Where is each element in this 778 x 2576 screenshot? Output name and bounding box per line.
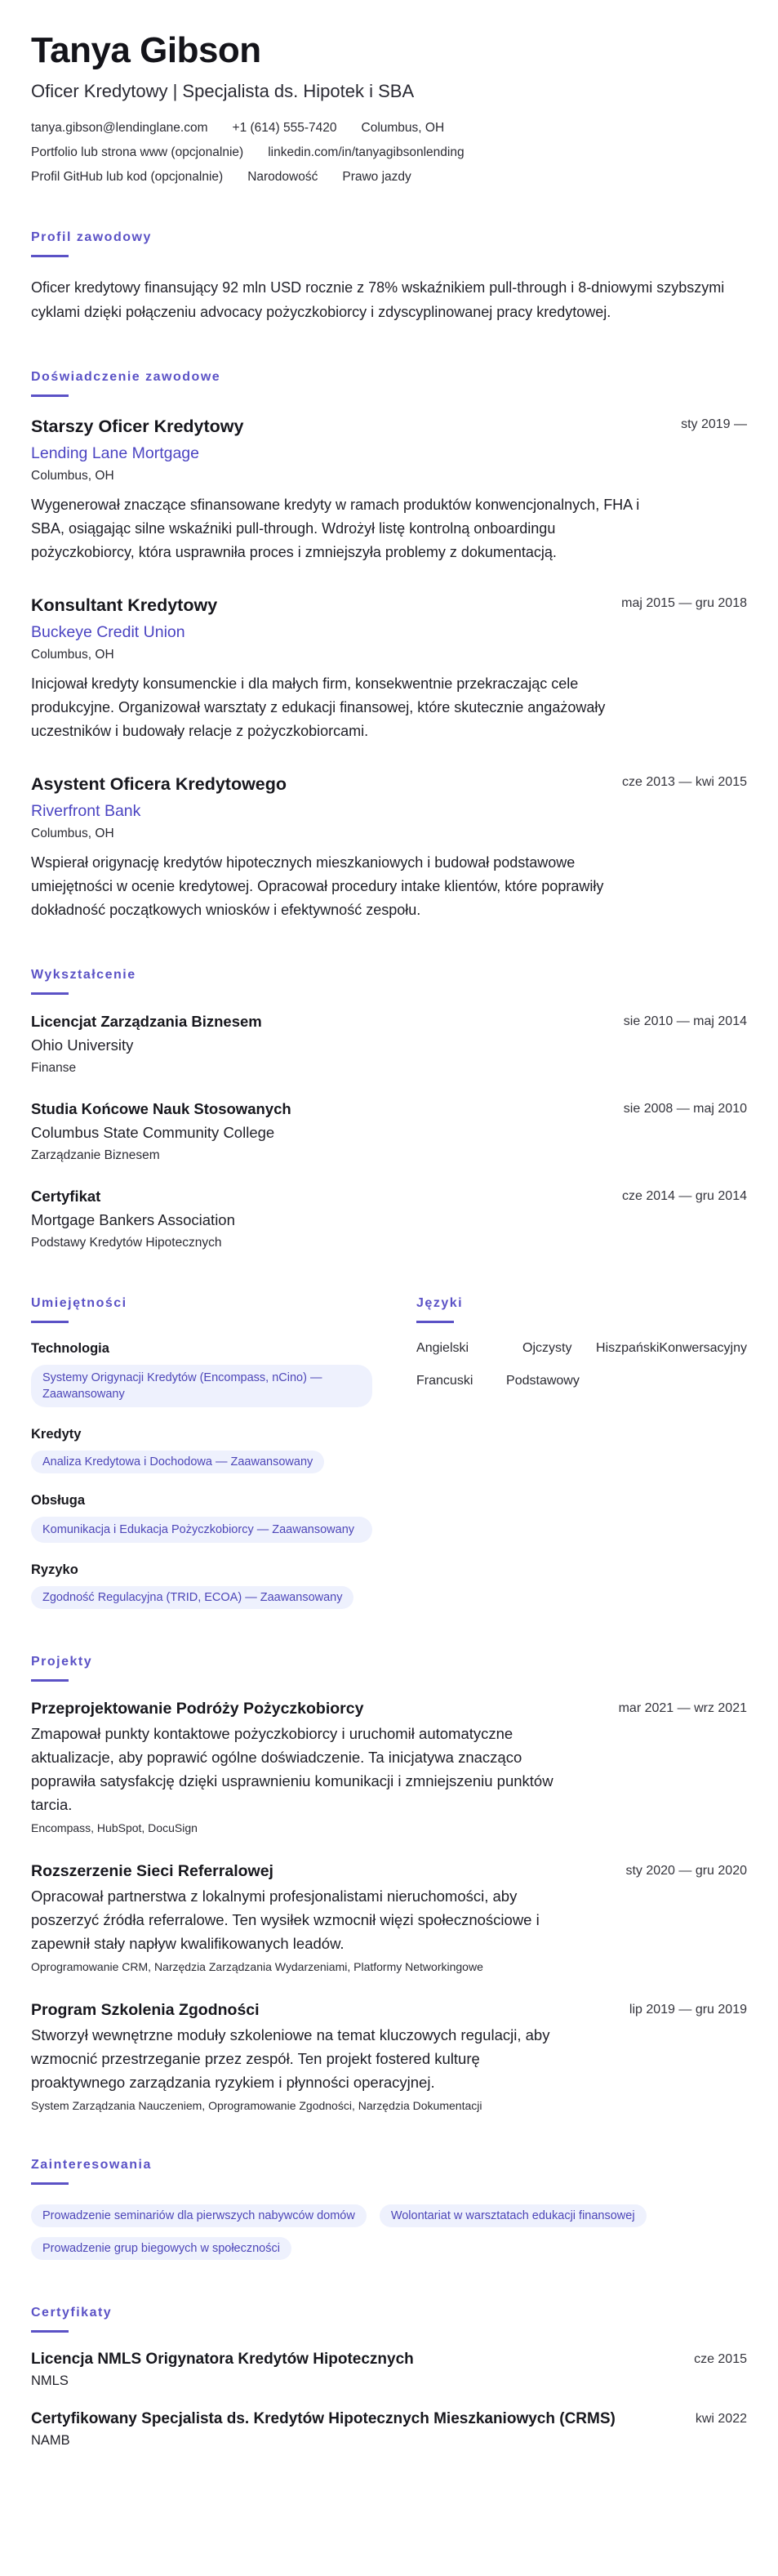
skill-chip: Systemy Origynacji Kredytów (Encompass, nCino) — Zaawansowany — [31, 1365, 372, 1407]
resume-header — [31, 29, 747, 185]
experience-entry — [31, 773, 747, 922]
project-date: lip 2019 — gru 2019 — [629, 2003, 747, 2017]
section-title: Doświadczenie zawodowe — [31, 370, 221, 384]
project-entry — [31, 1862, 747, 1973]
interest-chip: Wolontariat w warsztatach edukacji finansowej — [380, 2204, 647, 2227]
skill-category: Kredyty — [31, 1427, 82, 1442]
skill-chip: Komunikacja i Edukacja Pożyczkobiorcy — Zaawansowany — [31, 1517, 372, 1543]
website-link[interactable]: Portfolio lub strona www (opcjonalnie) — [31, 145, 244, 159]
certificate-entry — [31, 2351, 747, 2389]
project-name: Przeprojektowanie Podróży Pożyczkobiorcy — [31, 1700, 364, 1718]
certificate-date: cze 2015 — [694, 2352, 747, 2366]
school-name: Mortgage Bankers Association — [31, 1211, 235, 1228]
field-of-study: Zarządzanie Biznesem — [31, 1148, 160, 1162]
job-date: cze 2013 — kwi 2015 — [622, 775, 747, 789]
certificate-issuer: NMLS — [31, 2373, 69, 2388]
project-tech: Oprogramowanie CRM, Narzędzia Zarządzania Wydarzeniami, Platformy Networkingowe — [31, 1960, 483, 1973]
section-divider — [31, 1321, 69, 1323]
languages-section — [416, 1296, 747, 1609]
project-name: Program Szkolenia Zgodności — [31, 2001, 260, 2019]
language-level: Ojczysty — [522, 1341, 572, 1355]
language-level: Konwersacyjny — [659, 1341, 747, 1355]
certificates-section — [31, 2306, 747, 2449]
section-divider — [31, 2330, 69, 2333]
nationality: Narodowość — [247, 170, 318, 184]
degree: Certyfikat — [31, 1188, 101, 1205]
section-divider — [31, 255, 69, 257]
project-entry — [31, 2001, 747, 2112]
degree: Licencjat Zarządzania Biznesem — [31, 1013, 262, 1030]
project-entry — [31, 1700, 747, 1834]
interest-chip: Prowadzenie grup biegowych w społeczności — [31, 2237, 291, 2260]
language-name: Angielski — [416, 1341, 469, 1355]
location: Columbus, OH — [361, 121, 445, 135]
education-entry — [31, 1100, 747, 1163]
interest-chip: Prowadzenie seminariów dla pierwszych nabywców domów — [31, 2204, 367, 2227]
certificate-date: kwi 2022 — [695, 2412, 747, 2426]
education-entry — [31, 1188, 747, 1250]
section-divider — [31, 394, 69, 397]
section-divider — [31, 1679, 69, 1682]
job-location: Columbus, OH — [31, 469, 114, 483]
section-title: Projekty — [31, 1655, 93, 1669]
school-name: Columbus State Community College — [31, 1124, 275, 1141]
job-title: Konsultant Kredytowy — [31, 595, 218, 615]
summary-section — [31, 230, 747, 324]
language-level: Podstawowy — [506, 1374, 580, 1388]
job-description: Wspierał origynację kredytów hipotecznych mieszkaniowych i budował podstawowe umiejętności w ocenie kredytowej. Opracował procedury intake klientów, które poprawiły dokładność początkowych wniosków i efektywność zespołu. — [31, 854, 604, 918]
section-title: Języki — [416, 1296, 464, 1310]
degree: Studia Końcowe Nauk Stosowanych — [31, 1100, 291, 1117]
skill-chip: Zgodność Regulacyjna (TRID, ECOA) — Zaawansowany — [31, 1586, 353, 1609]
full-name: Tanya Gibson — [31, 30, 261, 70]
education-section — [31, 968, 747, 1250]
field-of-study: Podstawy Kredytów Hipotecznych — [31, 1236, 222, 1250]
section-divider — [31, 992, 69, 995]
certificate-entry — [31, 2410, 747, 2449]
projects-section — [31, 1655, 747, 2112]
experience-entry — [31, 415, 747, 564]
section-title: Certyfikaty — [31, 2306, 113, 2320]
school-name: Ohio University — [31, 1036, 134, 1054]
section-divider — [31, 2182, 69, 2185]
skill-category: Technologia — [31, 1341, 109, 1356]
job-location: Columbus, OH — [31, 648, 114, 662]
company-name: Riverfront Bank — [31, 802, 141, 820]
section-divider — [416, 1321, 454, 1323]
phone-number[interactable]: +1 (614) 555-7420 — [232, 121, 337, 135]
job-title: Starszy Oficer Kredytowy — [31, 417, 244, 436]
project-name: Rozszerzenie Sieci Referralowej — [31, 1862, 273, 1880]
experience-entry — [31, 594, 747, 743]
company-name: Lending Lane Mortgage — [31, 444, 199, 462]
project-tech: Encompass, HubSpot, DocuSign — [31, 1821, 198, 1834]
summary-text: Oficer kredytowy finansujący 92 mln USD rocznie z 78% wskaźnikiem pull-through i 8-dniowymi szybszymi cyklami dzięki połączeniu advocacy pożyczkobiorcy i zdyscyplinowanej pracy kredytowej. — [31, 279, 725, 320]
project-description: Opracował partnerstwa z lokalnymi profesjonalistami nieruchomości, aby poszerzyć źródła referralowe. Ten wysiłek wzmocnił więzi społecznościowe i zapewnił stały napływ kwalifikowanych leadów. — [31, 1887, 540, 1952]
job-date: maj 2015 — gru 2018 — [621, 596, 747, 610]
skill-category: Obsługa — [31, 1493, 86, 1508]
project-date: mar 2021 — wrz 2021 — [618, 1701, 747, 1715]
skill-chip: Analiza Kredytowa i Dochodowa — Zaawansowany — [31, 1451, 324, 1473]
interests-list — [31, 2204, 733, 2260]
contact-info — [31, 121, 747, 185]
education-entry — [31, 1013, 747, 1076]
company-name: Buckeye Credit Union — [31, 623, 185, 641]
education-date: cze 2014 — gru 2014 — [622, 1189, 747, 1203]
section-title: Zainteresowania — [31, 2158, 152, 2172]
certificate-issuer: NAMB — [31, 2433, 70, 2448]
project-tech: System Zarządzania Nauczeniem, Oprogramowanie Zgodności, Narzędzia Dokumentacji — [31, 2099, 482, 2112]
linkedin-link[interactable]: linkedin.com/in/tanyagibsonlending — [268, 145, 465, 159]
interests-section — [31, 2158, 747, 2260]
job-description: Inicjował kredyty konsumenckie i dla małych firm, konsekwentnie przekraczając cele produkcyjne. Organizował warsztaty z edukacji finansowej, które skutecznie angażowały uczestników i budowały relacje z pożyczkobiorcami. — [31, 675, 606, 739]
job-description: Wygenerował znaczące sfinansowane kredyty w ramach produktów konwencjonalnych, FHA i SBA, osiągając silne wskaźniki pull-through. Wdrożył listę kontrolną onboardingu pożyczkobiorcy, która usprawniła proces i zmniejszyła problemy z dokumentacją. — [31, 497, 640, 560]
education-date: sie 2010 — maj 2014 — [623, 1014, 747, 1028]
project-description: Zmapował punkty kontaktowe pożyczkobiorcy i uruchomił automatyczne aktualizacje, aby poprawić ogólne doświadczenie. Ta inicjatywa znacząco poprawiła satysfakcję dzięki usprawnieniu komunikacji i zmniejszeniu punktów tarcia. — [31, 1725, 553, 1813]
section-title: Wykształcenie — [31, 968, 136, 982]
certificate-name: Licencja NMLS Origynatora Kredytów Hipotecznych — [31, 2351, 414, 2368]
section-title: Profil zawodowy — [31, 230, 152, 244]
language-row — [416, 1341, 747, 1356]
project-date: sty 2020 — gru 2020 — [625, 1864, 747, 1878]
section-title: Umiejętności — [31, 1296, 127, 1310]
github-link[interactable]: Profil GitHub lub kod (opcjonalnie) — [31, 170, 224, 184]
driving-license: Prawo jazdy — [342, 170, 411, 184]
education-date: sie 2008 — maj 2010 — [623, 1102, 747, 1116]
job-location: Columbus, OH — [31, 827, 114, 840]
language-name: Hiszpański — [596, 1341, 660, 1355]
job-date: sty 2019 — — [681, 417, 747, 431]
language-name: Francuski — [416, 1374, 473, 1388]
skill-category: Ryzyko — [31, 1562, 78, 1577]
skills-languages-row — [31, 1296, 747, 1609]
certificate-name: Certyfikowany Specjalista ds. Kredytów Hipotecznych Mieszkaniowych (CRMS) — [31, 2410, 616, 2427]
skills-section — [31, 1296, 384, 1609]
experience-section — [31, 370, 747, 922]
headline: Oficer Kredytowy | Specjalista ds. Hipotek i SBA — [31, 81, 415, 101]
language-row — [416, 1374, 747, 1388]
field-of-study: Finanse — [31, 1061, 77, 1075]
email-link[interactable]: tanya.gibson@lendinglane.com — [31, 121, 208, 135]
job-title: Asystent Oficera Kredytowego — [31, 774, 287, 794]
project-description: Stworzył wewnętrzne moduły szkoleniowe na temat kluczowych regulacji, aby wzmocnić przestrzeganie przez zespół. Ten projekt fostered kulturę proaktywnego zarządzania ryzykiem i płynności operacyjnej. — [31, 2026, 550, 2091]
